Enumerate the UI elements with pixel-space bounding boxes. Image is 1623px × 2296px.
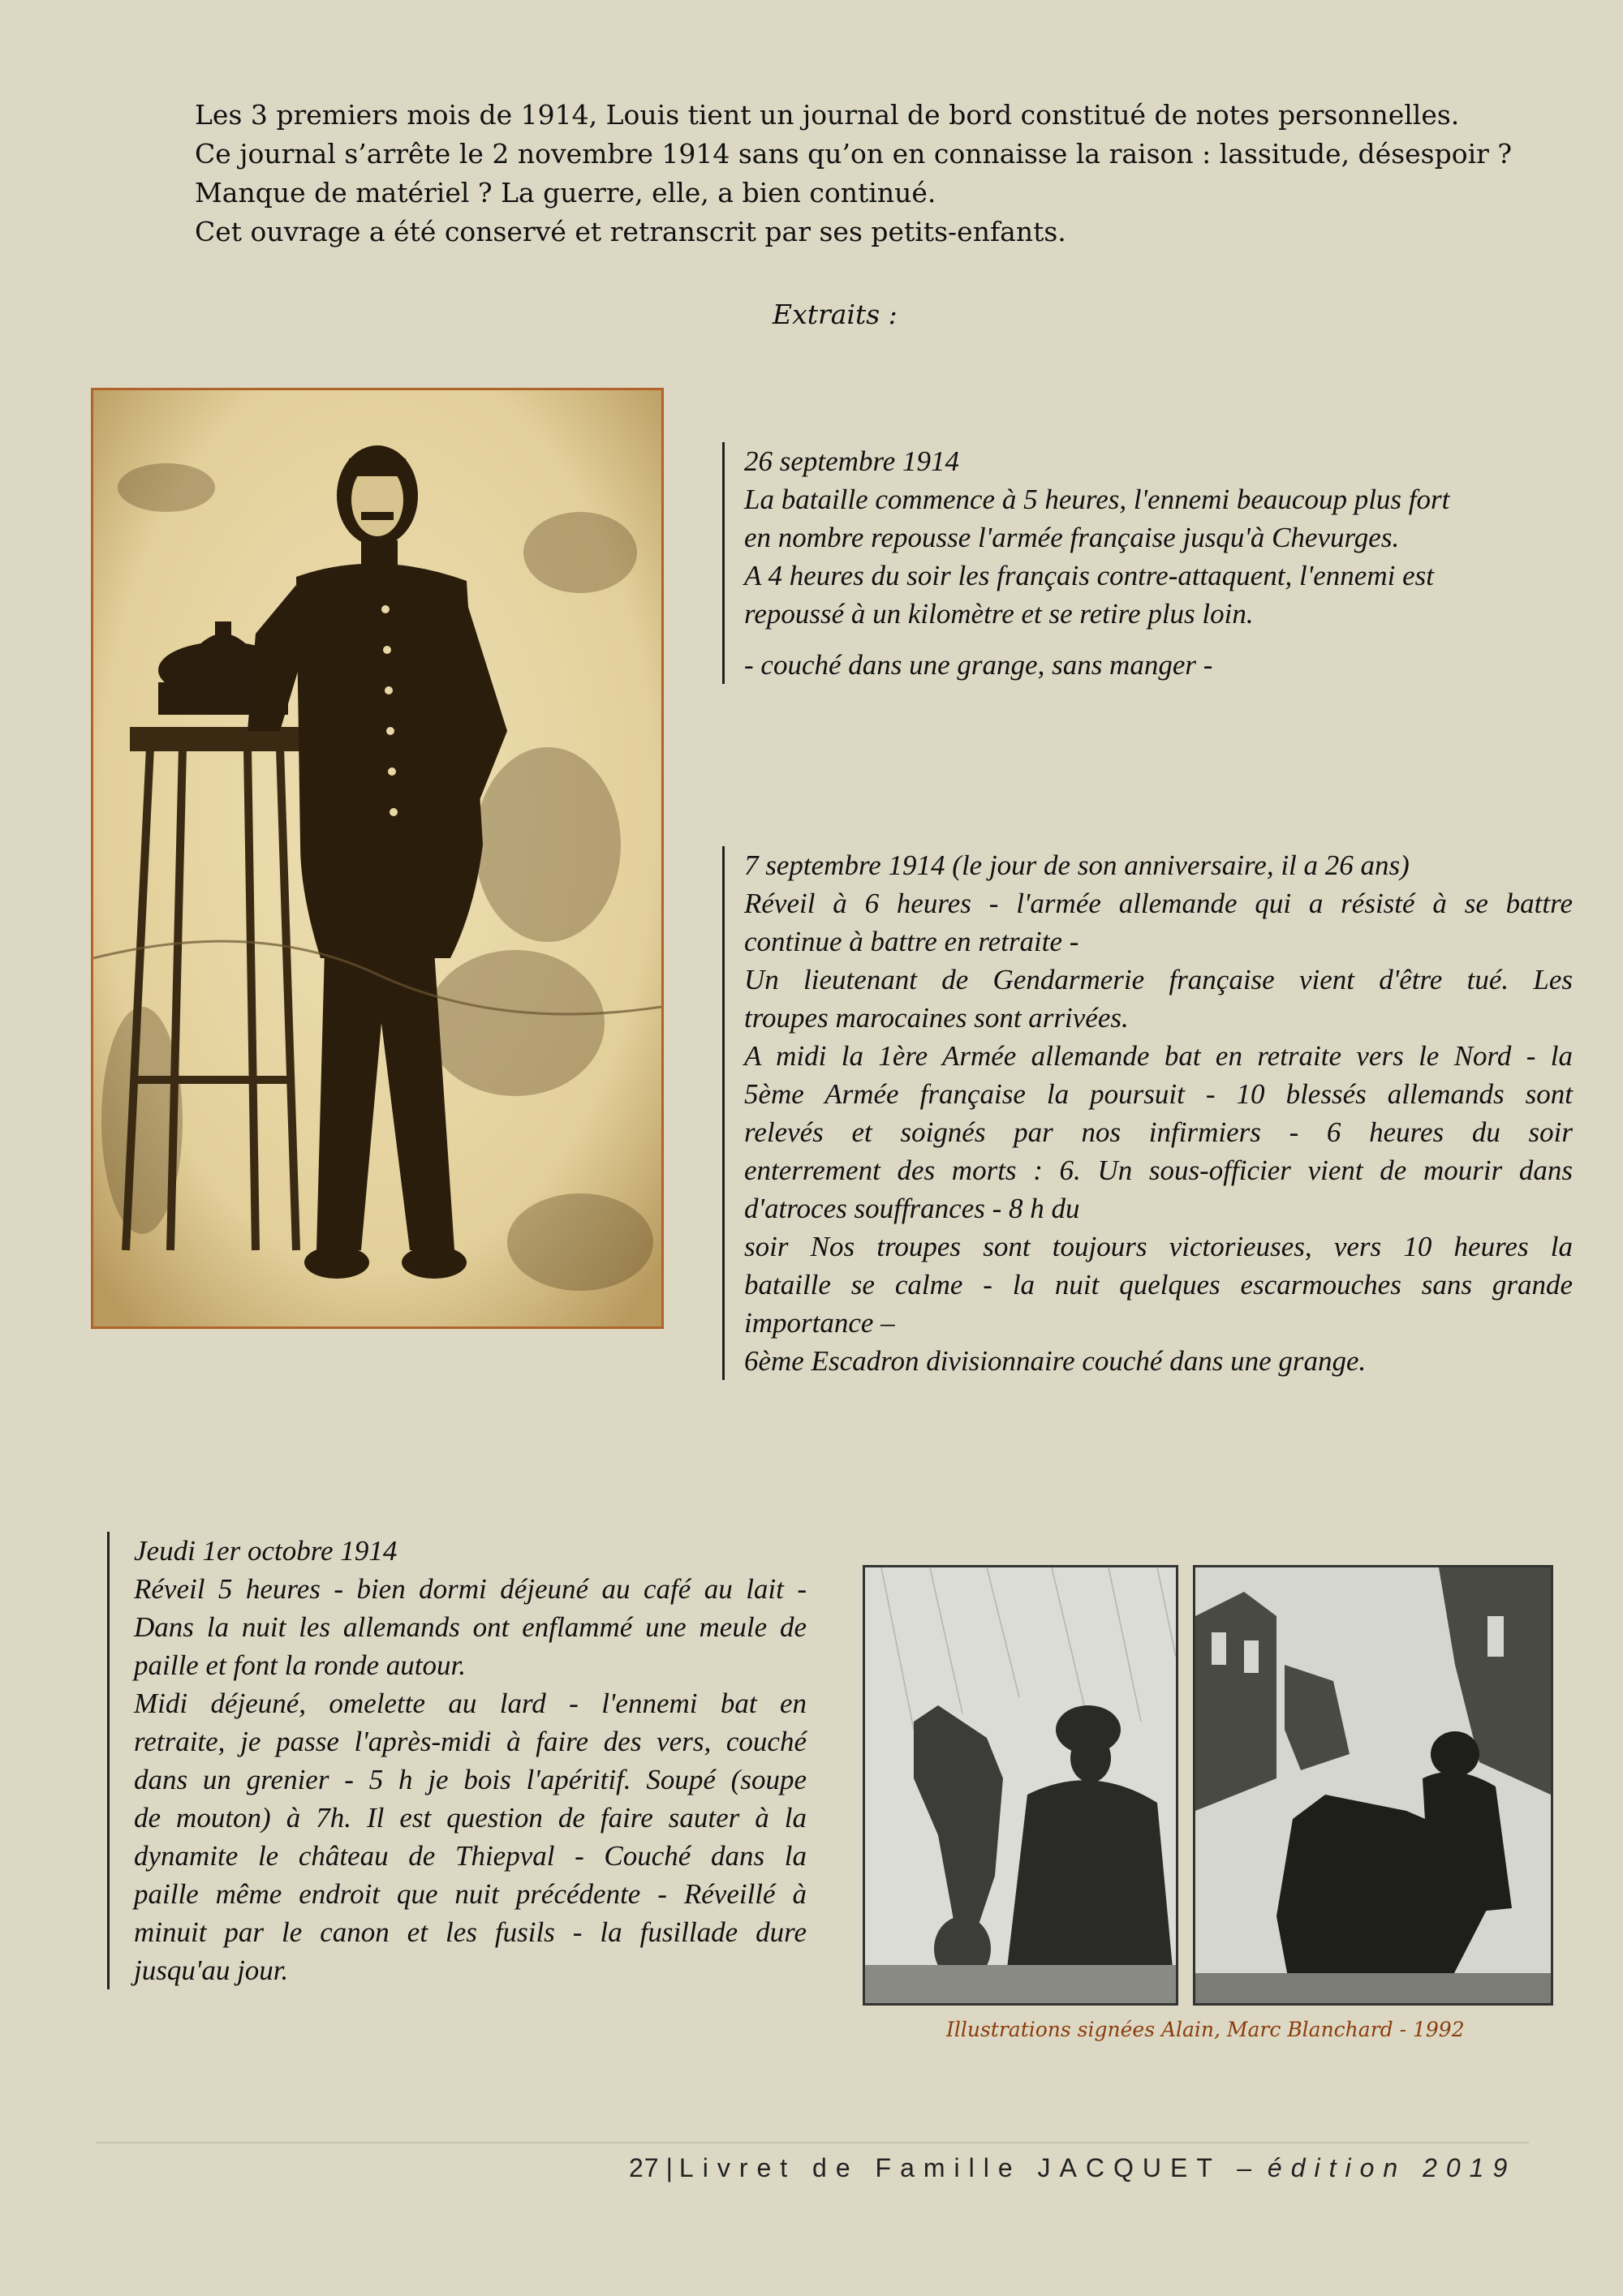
- entry-line: Jeudi 1er octobre 1914: [134, 1535, 398, 1567]
- entry-line: A 4 heures du soir les français contre-attaquent, l'ennemi est: [744, 560, 1434, 591]
- entry-line: dans un grenier - 5 h je bois l'apéritif. Soupé (soupe: [134, 1764, 807, 1795]
- entry-line: en nombre repousse l'armée française jusqu'à Chevurges.: [744, 522, 1400, 553]
- entry-line: Réveil 5 heures - bien dormi déjeuné au café au lait -: [134, 1573, 807, 1605]
- entry-line: 6ème Escadron divisionnaire couché dans une grange.: [744, 1345, 1367, 1377]
- page-number: 27: [629, 2153, 660, 2182]
- extraits-heading: Extraits :: [773, 299, 898, 330]
- entry-line: Midi déjeuné, omelette au lard - l'ennemi bat en: [134, 1688, 807, 1719]
- entry-line: jusqu'au jour.: [134, 1954, 289, 1986]
- intro-line: Cet ouvrage a été conservé et retranscrit par ses petits-enfants.: [195, 216, 1066, 247]
- illustration-horse-soldier-rain: [863, 1565, 1178, 2006]
- journal-entry-1er-octobre: [107, 1532, 807, 1989]
- entry-line: 7 septembre 1914 (le jour de son anniversaire, il a 26 ans): [744, 849, 1410, 881]
- footer-separator: |: [665, 2153, 673, 2182]
- entry-line: dynamite le château de Thiepval - Couché dans la: [134, 1840, 807, 1872]
- page-footer: [629, 2153, 1516, 2183]
- footer-title: Livret de Famille JACQUET –: [678, 2153, 1260, 2182]
- entry-line: Réveil à 6 heures - l'armée allemande qui a résisté à se battre: [744, 888, 1573, 919]
- entry-line: de mouton) à 7h. Il est question de faire sauter à la: [134, 1802, 807, 1834]
- illustration-caption: Illustrations signées Alain, Marc Blanchard - 1992: [946, 2018, 1465, 2041]
- intro-line: Ce journal s’arrête le 2 novembre 1914 sans qu’on en connaisse la raison : lassitude, désespoir ?: [195, 138, 1513, 170]
- soldier-portrait-photo: [91, 388, 664, 1329]
- entry-line: Un lieutenant de Gendarmerie française vient d'être tué. Les: [744, 964, 1573, 995]
- entry-line: enterrement des morts : 6. Un sous-officier vient de mourir dans: [744, 1154, 1573, 1186]
- entry-line: - couché dans une grange, sans manger -: [744, 649, 1213, 681]
- entry-line: 5ème Armée française la poursuit - 10 blessés allemands sont: [744, 1078, 1573, 1110]
- entry-line: importance –: [744, 1307, 895, 1339]
- entry-line: troupes marocaines sont arrivées.: [744, 1002, 1129, 1034]
- footer-rule: [96, 2142, 1529, 2143]
- intro-line: Les 3 premiers mois de 1914, Louis tient un journal de bord constitué de notes personnelles.: [195, 99, 1460, 131]
- entry-line: repoussé à un kilomètre et se retire plus loin.: [744, 598, 1254, 630]
- entry-line: d'atroces souffrances - 8 h du: [744, 1193, 1080, 1224]
- entry-line: bataille se calme - la nuit quelques escarmouches sans grande: [744, 1269, 1573, 1301]
- illustration-sketch-1: [865, 1567, 1176, 2003]
- entry-line: soir Nos troupes sont toujours victorieuses, vers 10 heures la: [744, 1231, 1573, 1262]
- entry-line: 26 septembre 1914: [744, 445, 960, 477]
- intro-paragraph: [195, 96, 1513, 252]
- entry-line: paille et font la ronde autour.: [134, 1649, 466, 1681]
- entry-line: La bataille commence à 5 heures, l'ennemi beaucoup plus fort: [744, 484, 1450, 515]
- entry-line: minuit par le canon et les fusils - la fusillade dure: [134, 1916, 807, 1948]
- entry-line: Dans la nuit les allemands ont enflammé une meule de: [134, 1611, 807, 1643]
- illustration-sketch-2: [1195, 1567, 1551, 2003]
- entry-line: paille même endroit que nuit précédente - Réveillé à: [134, 1878, 807, 1910]
- entry-line: relevés et soignés par nos infirmiers - 6 heures du soir: [744, 1116, 1573, 1148]
- entry-line: retraite, je passe l'après-midi à faire des vers, couché: [134, 1726, 807, 1757]
- entry-line: A midi la 1ère Armée allemande bat en retraite vers le Nord - la: [744, 1040, 1573, 1072]
- footer-edition: édition 2019: [1267, 2153, 1517, 2182]
- journal-entry-7-septembre: [722, 846, 1573, 1380]
- journal-entry-26-septembre: [722, 442, 1582, 684]
- intro-line: Manque de matériel ? La guerre, elle, a bien continué.: [195, 177, 936, 209]
- soldier-portrait-image: [93, 390, 661, 1326]
- entry-line: continue à battre en retraite -: [744, 926, 1079, 957]
- illustration-rider-ruins: [1193, 1565, 1553, 2006]
